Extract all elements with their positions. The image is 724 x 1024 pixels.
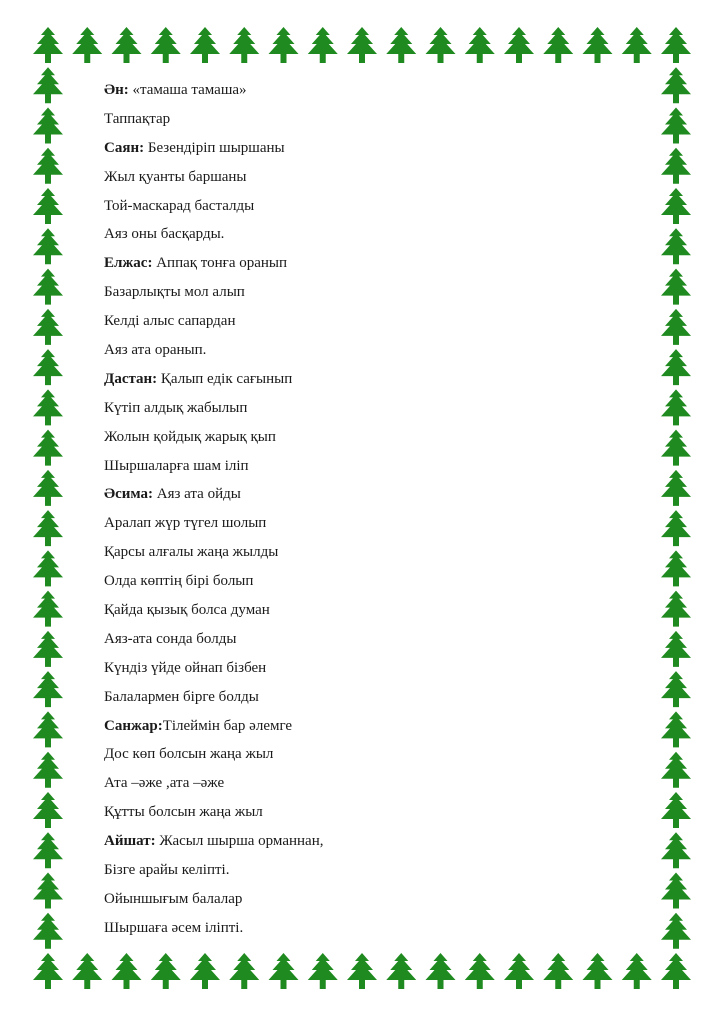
line-text: Ата –әже ,ата –әже <box>104 775 225 792</box>
fir-tree-icon <box>190 27 220 63</box>
line-text: Аяз оны басқарды. <box>104 226 225 243</box>
fir-tree-icon <box>33 108 63 144</box>
fir-tree-icon <box>33 470 63 506</box>
fir-tree-icon <box>72 27 102 63</box>
poem-line <box>104 167 624 196</box>
fir-tree-icon <box>661 711 691 747</box>
line-text: Той-маскарад басталды <box>104 197 255 214</box>
fir-tree-icon <box>308 953 338 989</box>
poem-line <box>104 224 624 253</box>
poem-line <box>104 253 624 282</box>
fir-tree-icon <box>33 349 63 385</box>
fir-tree-icon <box>72 953 102 989</box>
line-text: Аппақ тонға оранып <box>152 255 288 272</box>
poem-line <box>104 196 624 225</box>
fir-tree-icon <box>661 108 691 144</box>
poem-line <box>104 860 624 889</box>
line-text: Қарсы алғалы жаңа жылды <box>104 544 279 561</box>
poem-line <box>104 311 624 340</box>
fir-tree-icon <box>543 953 573 989</box>
poem-line <box>104 600 624 629</box>
line-text: Шыршаға әсем іліпті. <box>104 919 244 936</box>
fir-tree-icon <box>33 832 63 868</box>
fir-tree-icon <box>229 953 259 989</box>
poem-line <box>104 802 624 831</box>
fir-tree-icon <box>661 510 691 546</box>
fir-tree-icon <box>661 913 691 949</box>
fir-tree-icon <box>661 550 691 586</box>
fir-tree-icon <box>386 27 416 63</box>
poem-line <box>104 744 624 773</box>
fir-tree-icon <box>33 510 63 546</box>
line-text: Шыршаларға шам іліп <box>104 457 249 474</box>
fir-tree-icon <box>347 27 377 63</box>
fir-tree-icon <box>151 27 181 63</box>
fir-tree-icon <box>269 27 299 63</box>
fir-tree-icon <box>33 27 63 63</box>
poem-line <box>104 542 624 571</box>
fir-tree-icon <box>33 550 63 586</box>
fir-tree-icon <box>661 430 691 466</box>
fir-tree-icon <box>661 792 691 828</box>
poem-line <box>104 571 624 600</box>
line-text: Жыл қуанты баршаны <box>104 168 247 185</box>
fir-tree-icon <box>661 27 691 63</box>
fir-tree-icon <box>426 27 456 63</box>
fir-tree-icon <box>33 631 63 667</box>
line-text: Қайда қызық болса думан <box>104 602 270 619</box>
poem-line <box>104 831 624 860</box>
line-text: Олда көптің бірі болып <box>104 573 254 590</box>
poem-line <box>104 109 624 138</box>
poem-line <box>104 773 624 802</box>
poem-line <box>104 918 624 947</box>
fir-tree-icon <box>229 27 259 63</box>
fir-tree-icon <box>386 953 416 989</box>
fir-tree-icon <box>33 671 63 707</box>
line-text: Бізге арайы келіпті. <box>104 862 230 879</box>
line-text: Ойыншығым балалар <box>104 890 243 907</box>
fir-tree-icon <box>33 228 63 264</box>
line-text: Базарлықты мол алып <box>104 284 245 301</box>
line-text: Күтіп алдық жабылып <box>104 399 248 416</box>
line-text: Безендіріп шыршаны <box>144 139 285 156</box>
fir-tree-icon <box>33 591 63 627</box>
poem-line <box>104 484 624 513</box>
fir-tree-icon <box>661 470 691 506</box>
fir-tree-icon <box>661 591 691 627</box>
poem-line <box>104 282 624 311</box>
fir-tree-icon <box>426 953 456 989</box>
line-text: Келді алыс сапардан <box>104 313 236 330</box>
line-text: Балалармен бірге болды <box>104 688 259 705</box>
line-text: Жасыл шырша орманнан, <box>155 833 324 850</box>
fir-tree-icon <box>112 27 142 63</box>
fir-tree-icon <box>33 188 63 224</box>
fir-tree-icon <box>33 872 63 908</box>
fir-tree-icon <box>661 389 691 425</box>
fir-tree-icon <box>33 792 63 828</box>
poem-line <box>104 427 624 456</box>
fir-tree-icon <box>33 67 63 103</box>
fir-tree-icon <box>465 27 495 63</box>
line-text: «тамаша тамаша» <box>128 82 247 98</box>
line-text: Жолын қойдық жарық қып <box>104 428 276 445</box>
speaker-label: Саян: <box>104 139 145 156</box>
fir-tree-icon <box>583 953 613 989</box>
fir-tree-icon <box>661 953 691 989</box>
line-text: Аяз ата ойды <box>153 486 241 503</box>
fir-tree-icon <box>33 953 63 989</box>
fir-tree-icon <box>661 349 691 385</box>
fir-tree-icon <box>33 309 63 345</box>
fir-tree-icon <box>33 711 63 747</box>
poem-line <box>104 716 624 745</box>
fir-tree-icon <box>33 913 63 949</box>
poem-line <box>104 369 624 398</box>
fir-tree-icon <box>543 27 573 63</box>
poem-line <box>104 456 624 485</box>
fir-tree-icon <box>661 872 691 908</box>
line-text: Дос көп болсын жаңа жыл <box>104 746 274 763</box>
line-text: Күндіз үйде ойнап бізбен <box>104 659 267 676</box>
poem-line <box>104 629 624 658</box>
fir-tree-icon <box>347 953 377 989</box>
line-text: Құтты болсын жаңа жыл <box>104 804 263 821</box>
poem-line <box>104 398 624 427</box>
fir-tree-icon <box>622 953 652 989</box>
fir-tree-icon <box>308 27 338 63</box>
fir-tree-icon <box>583 27 613 63</box>
poem-line <box>104 80 624 109</box>
fir-tree-icon <box>269 953 299 989</box>
fir-tree-icon <box>661 671 691 707</box>
fir-tree-icon <box>661 309 691 345</box>
line-text: Тілеймін бар әлемге <box>162 717 293 734</box>
speaker-label: Ән: <box>104 82 129 98</box>
fir-tree-icon <box>661 752 691 788</box>
fir-tree-icon <box>33 430 63 466</box>
fir-tree-icon <box>661 631 691 667</box>
speaker-label: Әсима: <box>104 486 153 503</box>
poem-text <box>104 80 624 947</box>
fir-tree-icon <box>661 832 691 868</box>
line-text: Аралап жүр түгел шолып <box>104 515 267 532</box>
poem-line <box>104 138 624 167</box>
fir-tree-icon <box>661 148 691 184</box>
fir-tree-icon <box>622 27 652 63</box>
speaker-label: Дастан: <box>104 370 158 387</box>
speaker-label: Айшат: <box>104 833 156 850</box>
poem-line <box>104 687 624 716</box>
fir-tree-icon <box>661 269 691 305</box>
fir-tree-icon <box>33 389 63 425</box>
poem-line <box>104 889 624 918</box>
line-text: Аяз-ата сонда болды <box>104 630 237 647</box>
poem-line <box>104 658 624 687</box>
fir-tree-icon <box>33 752 63 788</box>
line-text: Таппақтар <box>104 110 171 127</box>
line-text: Аяз ата оранып. <box>104 342 207 359</box>
line-text: Қалып едік сағынып <box>157 370 293 387</box>
fir-tree-icon <box>504 953 534 989</box>
fir-tree-icon <box>661 228 691 264</box>
fir-tree-icon <box>151 953 181 989</box>
speaker-label: Елжас: <box>104 255 153 272</box>
fir-tree-icon <box>33 269 63 305</box>
fir-tree-icon <box>504 27 534 63</box>
poem-line <box>104 513 624 542</box>
fir-tree-icon <box>112 953 142 989</box>
poem-line <box>104 340 624 369</box>
fir-tree-icon <box>661 67 691 103</box>
fir-tree-icon <box>33 148 63 184</box>
speaker-label: Санжар: <box>104 717 163 734</box>
fir-tree-icon <box>465 953 495 989</box>
fir-tree-icon <box>190 953 220 989</box>
fir-tree-icon <box>661 188 691 224</box>
